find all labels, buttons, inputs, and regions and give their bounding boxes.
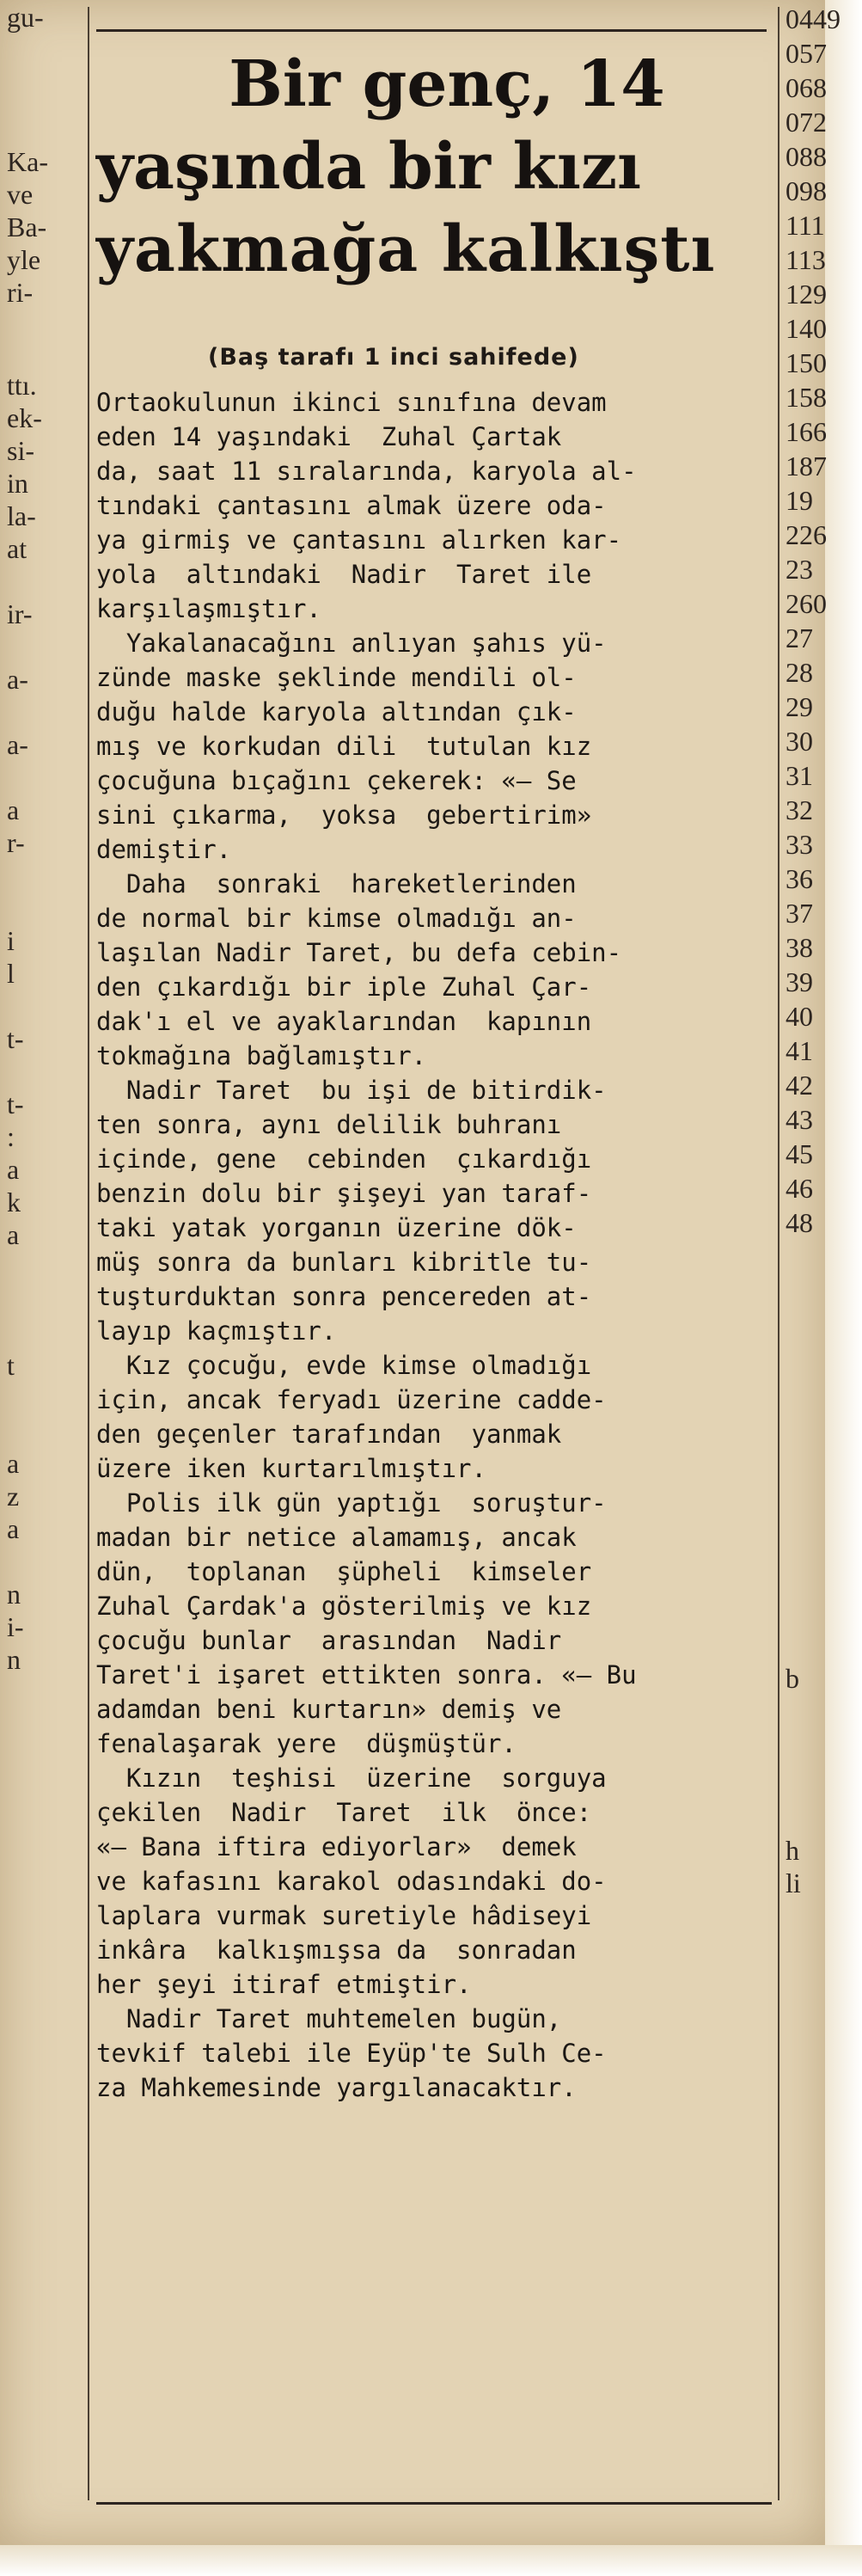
right-fragment: 41 xyxy=(786,1035,813,1066)
article-line: za Mahkemesinde yargılanacaktır. xyxy=(96,2073,577,2102)
article-line: madan bir netice alamamış, ancak xyxy=(96,1523,577,1552)
article-line: çocuğuna bıçağını çekerek: «— Se xyxy=(96,766,577,795)
article-line: içinde, gene cebinden çıkardığı xyxy=(96,1144,592,1174)
left-fragment: n xyxy=(7,1579,21,1610)
right-fragment: 187 xyxy=(786,451,827,481)
left-fragment: Ka- xyxy=(7,146,48,177)
left-fragment: si- xyxy=(7,435,34,466)
right-fragment: 33 xyxy=(786,829,813,860)
left-fragment: t- xyxy=(7,1023,24,1054)
article-line: karşılaşmıştır. xyxy=(96,594,321,623)
left-fragment: gu- xyxy=(7,2,44,33)
left-fragment: ri- xyxy=(7,277,34,308)
article-line: Nadir Taret muhtemelen bugün, xyxy=(96,2004,562,2033)
article-line: laşılan Nadir Taret, bu defa cebin- xyxy=(96,938,622,967)
article-line: Ortaokulunun ikinci sınıfına devam xyxy=(96,388,607,417)
article-line: ya girmiş ve çantasını alırken kar- xyxy=(96,525,622,555)
right-fragment: 39 xyxy=(786,966,813,997)
right-fragment: 113 xyxy=(786,244,826,275)
left-fragment: a- xyxy=(7,729,28,760)
right-fragment: 43 xyxy=(786,1104,813,1135)
top-rule xyxy=(96,29,767,32)
article-line: tındaki çantasını almak üzere oda- xyxy=(96,491,607,520)
right-fragment: 150 xyxy=(786,347,827,378)
scan-margin-bottom xyxy=(0,2545,862,2576)
right-fragment: 226 xyxy=(786,519,827,550)
left-fragment: a xyxy=(7,1154,20,1185)
bottom-rule xyxy=(96,2502,772,2505)
right-fragment: 45 xyxy=(786,1138,813,1169)
left-fragment: t xyxy=(7,1350,15,1381)
article-line: ve kafasını karakol odasındaki do- xyxy=(96,1867,607,1896)
article-line: Taret'i işaret ettikten sonra. «— Bu xyxy=(96,1660,637,1690)
left-fragment: yle xyxy=(7,244,41,275)
article-line: tokmağına bağlamıştır. xyxy=(96,1041,427,1070)
right-fragment: 088 xyxy=(786,141,827,172)
left-fragment: n xyxy=(7,1644,21,1675)
left-fragment: ek- xyxy=(7,402,42,433)
right-fragment: h xyxy=(786,1835,799,1866)
article-line: den geçenler tarafından yanmak xyxy=(96,1420,562,1449)
right-fragment: 072 xyxy=(786,107,827,138)
left-fragment: ve xyxy=(7,179,34,210)
article-line: Kızın teşhisi üzerine sorguya xyxy=(96,1763,607,1793)
right-column-fragments xyxy=(782,0,841,1898)
article-line: tevkif talebi ile Eyüp'te Sulh Ce- xyxy=(96,2039,607,2068)
left-fragment: l xyxy=(7,958,15,989)
right-fragment: 158 xyxy=(786,382,827,413)
article-line: Nadir Taret bu işi de bitirdik- xyxy=(96,1076,607,1105)
right-fragment: 28 xyxy=(786,657,813,688)
left-fragment: i- xyxy=(7,1611,24,1642)
article-line: da, saat 11 sıralarında, karyola al- xyxy=(96,457,637,486)
article-line: eden 14 yaşındaki Zuhal Çartak xyxy=(96,422,562,451)
article-line: müş sonra da bunları kibritle tu- xyxy=(96,1248,592,1277)
article-line: sini çıkarma, yoksa gebertirim» xyxy=(96,800,592,830)
article-line: yola altındaki Nadir Taret ile xyxy=(96,560,592,589)
left-fragment: a xyxy=(7,1219,20,1250)
left-fragment: a xyxy=(7,1513,20,1544)
right-fragment: 38 xyxy=(786,932,813,963)
right-fragment: 42 xyxy=(786,1070,813,1101)
right-fragment: 23 xyxy=(786,554,813,585)
article-line: dün, toplanan şüpheli kimseler xyxy=(96,1557,592,1586)
article-line: zünde maske şeklinde mendili ol- xyxy=(96,663,577,692)
left-column-rule xyxy=(88,7,89,2500)
article-line: «— Bana iftira ediyorlar» demek xyxy=(96,1832,577,1861)
article-line: her şeyi itiraf etmiştir. xyxy=(96,1970,472,1999)
left-fragment: a- xyxy=(7,664,28,695)
headline-line-2: yaşında bir kızı xyxy=(96,130,642,204)
article-line: de normal bir kimse olmadığı an- xyxy=(96,904,577,933)
right-fragment: 140 xyxy=(786,313,827,344)
right-fragment: b xyxy=(786,1663,799,1694)
right-fragment: 068 xyxy=(786,72,827,103)
left-fragment: Ba- xyxy=(7,212,47,242)
left-fragment: at xyxy=(7,533,28,564)
article-line: tuşturduktan sonra pencereden at- xyxy=(96,1282,592,1311)
right-fragment: 32 xyxy=(786,794,813,825)
right-fragment: 46 xyxy=(786,1173,813,1204)
article-line: çocuğu bunlar arasından Nadir xyxy=(96,1626,562,1655)
article-line: taki yatak yorganın üzerine dök- xyxy=(96,1213,577,1242)
left-column-fragments xyxy=(7,0,86,1892)
left-fragment: : xyxy=(7,1121,15,1152)
right-fragment: 31 xyxy=(786,760,813,791)
article-line: Polis ilk gün yaptığı soruştur- xyxy=(96,1488,607,1518)
article-line: çekilen Nadir Taret ilk önce: xyxy=(96,1798,592,1827)
right-fragment: 129 xyxy=(786,279,827,310)
right-fragment: 30 xyxy=(786,726,813,757)
right-fragment: 098 xyxy=(786,175,827,206)
article-line: layıp kaçmıştır. xyxy=(96,1316,337,1346)
left-fragment: ttı. xyxy=(7,370,37,401)
right-fragment: 40 xyxy=(786,1001,813,1032)
article-body xyxy=(96,385,772,2105)
headline-line-3: yakmağa kalkıştı xyxy=(96,212,716,286)
right-fragment: 166 xyxy=(786,416,827,447)
article-line: laplara vurmak suretiyle hâdiseyi xyxy=(96,1901,592,1930)
article-line: dak'ı el ve ayaklarından kapının xyxy=(96,1007,592,1036)
right-fragment: 36 xyxy=(786,863,813,894)
article-line: demiştir. xyxy=(96,835,232,864)
right-fragment: 260 xyxy=(786,588,827,619)
right-fragment: 29 xyxy=(786,691,813,722)
article-line: benzin dolu bir şişeyi yan taraf- xyxy=(96,1179,592,1208)
right-fragment: 48 xyxy=(786,1207,813,1238)
article-line: mış ve korkudan dili tutulan kız xyxy=(96,732,592,761)
article-line: Zuhal Çardak'a gösterilmiş ve kız xyxy=(96,1592,592,1621)
right-fragment: 057 xyxy=(786,38,827,69)
left-fragment: la- xyxy=(7,500,36,531)
article-line: duğu halde karyola altından çık- xyxy=(96,697,577,727)
left-fragment: a xyxy=(7,794,20,825)
continuation-note: (Baş tarafı 1 inci sahifede) xyxy=(208,344,579,371)
right-fragment: 27 xyxy=(786,623,813,653)
headline xyxy=(96,43,772,291)
right-fragment: 37 xyxy=(786,898,813,929)
article-line: Daha sonraki hareketlerinden xyxy=(96,869,577,899)
article-line: Kız çocuğu, evde kimse olmadığı xyxy=(96,1351,592,1380)
headline-line-1: Bir genç, 14 xyxy=(229,47,665,121)
left-fragment: z xyxy=(7,1481,20,1512)
left-fragment: ir- xyxy=(7,598,33,629)
left-fragment: k xyxy=(7,1187,21,1217)
right-fragment: li xyxy=(786,1868,801,1898)
article-line: fenalaşarak yere düşmüştür. xyxy=(96,1729,517,1758)
right-fragment: 19 xyxy=(786,485,813,516)
right-fragment: 0449 xyxy=(786,3,841,34)
left-fragment: in xyxy=(7,468,28,499)
article-line: üzere iken kurtarılmıştır. xyxy=(96,1454,486,1483)
article-line: Yakalanacağını anlıyan şahıs yü- xyxy=(96,629,607,658)
right-fragment: 111 xyxy=(786,210,825,241)
left-fragment: a xyxy=(7,1448,20,1479)
article-line: den çıkardığı bir iple Zuhal Çar- xyxy=(96,972,592,1002)
article-line: ten sonra, aynı delilik buhranı xyxy=(96,1110,562,1139)
left-fragment: t- xyxy=(7,1089,24,1119)
left-fragment: r- xyxy=(7,827,25,858)
right-column-rule xyxy=(778,7,779,2500)
article-line: inkâra kalkışmışsa da sonradan xyxy=(96,1935,577,1965)
article-line: için, ancak feryadı üzerine cadde- xyxy=(96,1385,607,1414)
scan-margin-right xyxy=(825,0,862,2576)
left-fragment: i xyxy=(7,925,15,956)
article-line: adamdan beni kurtarın» demiş ve xyxy=(96,1695,562,1724)
